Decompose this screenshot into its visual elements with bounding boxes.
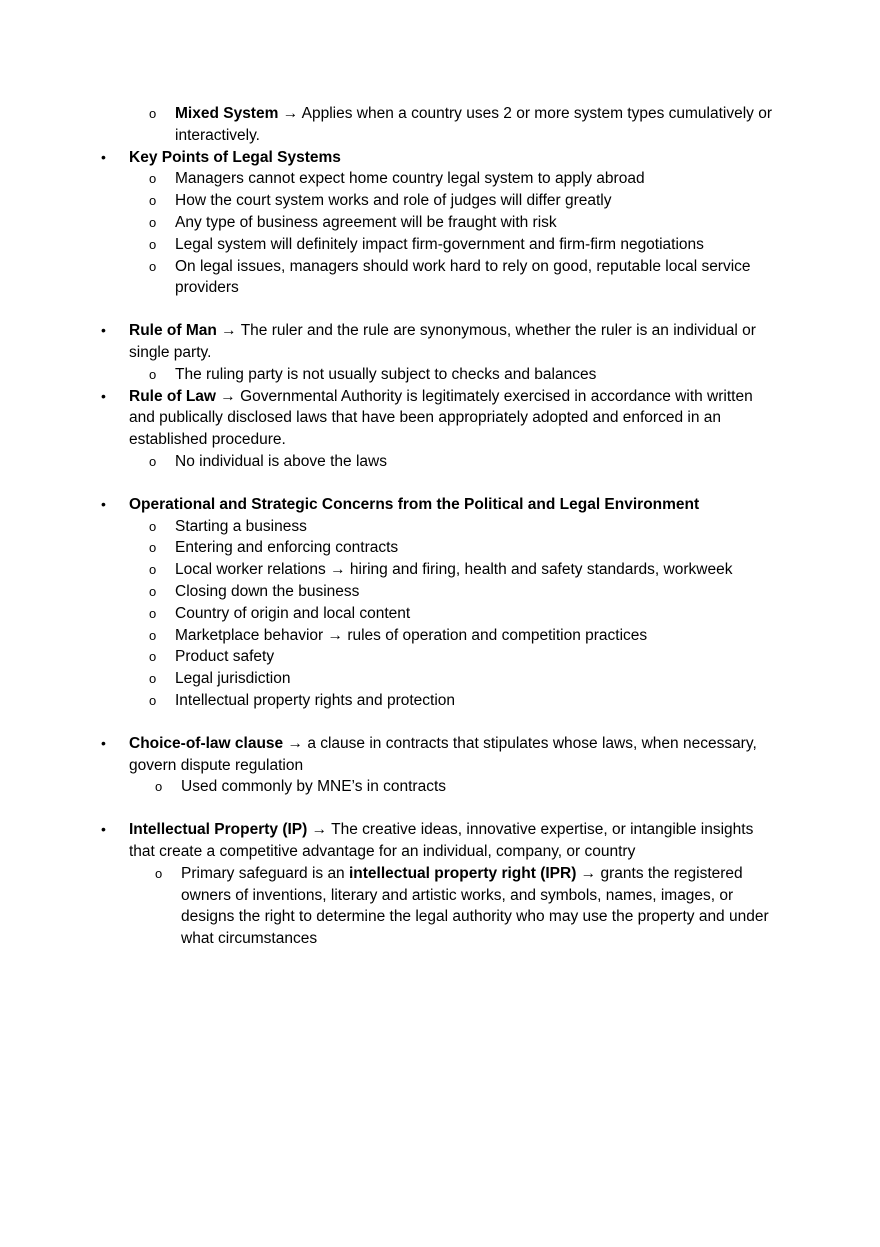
bullet-marker: •	[101, 148, 106, 165]
sub-bullet-marker: o	[149, 193, 157, 209]
choice-of-law-text: a clause in contracts that stipulates whose laws, when necessary, govern dispute regulation	[129, 734, 757, 774]
list-item	[0, 863, 880, 950]
list-item	[0, 646, 880, 668]
list-item-text: Managers cannot expect home country legal system to apply abroad	[175, 170, 645, 188]
key-points-heading: Key Points of Legal Systems	[129, 148, 341, 166]
mixed-system-text: Applies when a country uses 2 or more system types cumulatively or interactively.	[175, 105, 773, 144]
arrow-icon: →	[330, 561, 346, 579]
arrow-icon: →	[221, 322, 237, 340]
mixed-system-item	[0, 103, 880, 147]
marketplace-text: rules of operation and competition practices	[347, 626, 648, 644]
sub-bullet-marker: o	[149, 605, 157, 621]
list-item	[0, 168, 880, 190]
arrow-icon: →	[327, 626, 344, 644]
worker-relations-text: hiring and firing, health and safety standards, workweek	[349, 561, 733, 579]
arrow-icon: →	[580, 864, 597, 882]
list-item-text: Product safety	[175, 648, 275, 666]
list-item-text: How the court system works and role of judges will differ greatly	[175, 192, 612, 210]
ipr-text: grants the registered owners of inventions, literary and artistic works, and symbols, names, images, or designs the right to determine the legal authority who may use the property and under what circumstances	[181, 864, 769, 948]
key-points-heading-item	[0, 147, 880, 169]
spacer	[0, 712, 880, 733]
sub-bullet-marker: o	[149, 583, 157, 599]
sub-bullet-marker: o	[149, 366, 157, 382]
document-content	[0, 103, 880, 950]
bullet-marker: •	[101, 821, 106, 838]
arrow-icon: →	[282, 105, 299, 122]
list-item-text: The ruling party is not usually subject to checks and balances	[175, 365, 597, 383]
spacer	[0, 299, 880, 320]
bullet-marker: •	[101, 734, 106, 751]
sub-bullet-marker: o	[149, 236, 157, 252]
sub-bullet-marker: o	[149, 692, 157, 708]
list-item	[0, 776, 880, 798]
sub-bullet-marker: o	[155, 865, 163, 881]
sub-bullet-marker: o	[149, 214, 157, 230]
concerns-heading-item	[0, 494, 880, 516]
ip-term: Intellectual Property (IP)	[129, 821, 308, 839]
list-item	[0, 364, 880, 386]
list-item-text: Used commonly by MNE’s in contracts	[181, 778, 447, 796]
bullet-marker: •	[101, 322, 106, 339]
concerns-heading: Operational and Strategic Concerns from the Political and Legal Environment	[129, 495, 700, 513]
list-item-text: Entering and enforcing contracts	[175, 539, 399, 557]
choice-of-law-term: Choice-of-law clause	[129, 734, 284, 752]
rule-of-man-text: The ruler and the rule are synonymous, whether the ruler is an individual or single party.	[129, 322, 756, 361]
list-item-text: Closing down the business	[175, 582, 360, 600]
list-item	[0, 537, 880, 559]
choice-of-law-item	[0, 733, 880, 777]
list-item	[0, 516, 880, 538]
list-item	[0, 581, 880, 603]
arrow-icon: →	[287, 734, 303, 752]
rule-of-law-item	[0, 386, 880, 451]
rule-of-law-text: Governmental Authority is legitimately exercised in accordance with written and publically disclosed laws that have been appropriately adopted and enforced in an established procedure.	[129, 387, 753, 449]
sub-bullet-marker: o	[149, 649, 157, 665]
bullet-marker: •	[101, 495, 106, 512]
list-item	[0, 256, 880, 300]
list-item	[0, 603, 880, 625]
worker-relations-term: Local worker relations	[175, 561, 326, 579]
list-item-text: Intellectual property rights and protection	[175, 691, 456, 709]
ip-item	[0, 819, 880, 863]
list-item	[0, 625, 880, 647]
list-item-text: Starting a business	[175, 517, 307, 535]
rule-of-man-item	[0, 320, 880, 364]
sub-bullet-marker: o	[149, 106, 157, 121]
list-item	[0, 690, 880, 712]
sub-bullet-marker: o	[149, 258, 157, 274]
spacer	[0, 798, 880, 819]
list-item	[0, 234, 880, 256]
sub-bullet-marker: o	[149, 562, 157, 578]
list-item	[0, 190, 880, 212]
list-item-text: Any type of business agreement will be fraught with risk	[175, 213, 557, 231]
list-item-text: No individual is above the laws	[175, 452, 387, 470]
sub-bullet-marker: o	[155, 779, 163, 795]
ipr-term: intellectual property right (IPR)	[349, 864, 577, 882]
list-item	[0, 212, 880, 234]
spacer	[0, 473, 880, 494]
list-item	[0, 451, 880, 473]
sub-bullet-marker: o	[149, 671, 157, 687]
list-item-text: Country of origin and local content	[175, 604, 411, 622]
list-item-text: Legal system will definitely impact firm-government and firm-firm negotiations	[175, 235, 704, 253]
arrow-icon: →	[311, 821, 328, 839]
rule-of-man-term: Rule of Man	[129, 322, 217, 340]
list-item-text: Legal jurisdiction	[175, 670, 291, 688]
marketplace-term: Marketplace behavior	[175, 626, 324, 644]
ip-text: The creative ideas, innovative expertise, or intangible insights that create a competitive advantage for an individual, company, or country	[129, 821, 754, 860]
rule-of-law-term: Rule of Law	[129, 387, 216, 405]
mixed-system-term: Mixed System	[175, 105, 279, 122]
sub-bullet-marker: o	[149, 540, 157, 556]
sub-bullet-marker: o	[149, 171, 157, 187]
ipr-prefix: Primary safeguard is an	[181, 864, 345, 882]
bullet-marker: •	[101, 387, 106, 404]
sub-bullet-marker: o	[149, 453, 157, 469]
list-item	[0, 559, 880, 581]
sub-bullet-marker: o	[149, 518, 157, 534]
sub-bullet-marker: o	[149, 627, 157, 643]
arrow-icon: →	[220, 387, 236, 405]
list-item	[0, 668, 880, 690]
list-item-text: On legal issues, managers should work hard to rely on good, reputable local service providers	[175, 257, 751, 297]
